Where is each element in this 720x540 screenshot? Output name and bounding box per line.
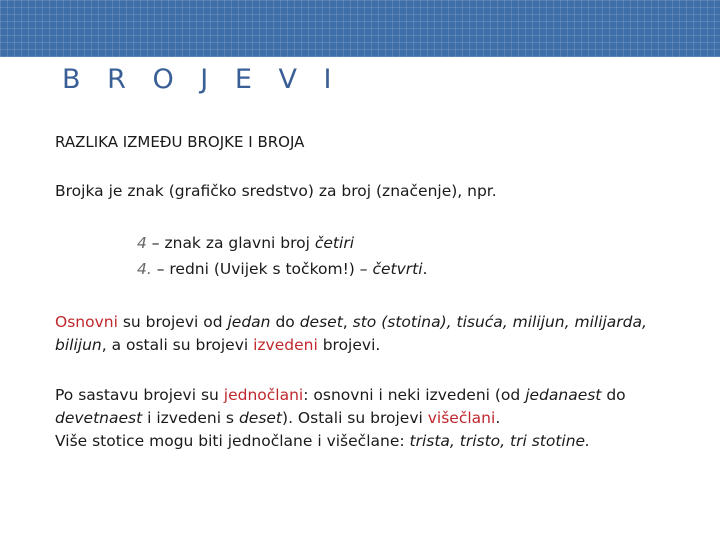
paragraph-basic-numbers xyxy=(55,311,695,357)
italic-span: jedan xyxy=(227,313,271,331)
paragraph-composition xyxy=(55,384,695,453)
term-izvedeni: izvedeni xyxy=(253,336,318,354)
example-text: – znak za glavni broj xyxy=(146,234,315,252)
term-viseclani: višečlani xyxy=(427,409,496,427)
italic-span: devetnaest xyxy=(55,409,143,427)
text-span: do xyxy=(270,313,300,331)
italic-span: sto (stotina), tisuća, milijun, milijarda, bilijun xyxy=(55,313,647,354)
italic-span: trista, tristo, tri stotine. xyxy=(409,432,591,450)
header-band xyxy=(0,0,720,57)
example-cardinal xyxy=(137,232,720,255)
italic-span: jedanaest xyxy=(525,386,602,404)
term-osnovni: Osnovni xyxy=(55,313,118,331)
text-span: ). Ostali su brojevi xyxy=(282,409,428,427)
text-span: i izvedeni s xyxy=(142,409,239,427)
example-text: – redni (Uvijek s točkom!) – xyxy=(151,260,373,278)
text-span: : osnovni i neki izvedeni (od xyxy=(303,386,526,404)
example-ordinal xyxy=(137,258,720,281)
paragraph-definition: Brojka je znak (grafičko sredstvo) za broj (značenje), npr. xyxy=(55,182,497,200)
text-span: . xyxy=(495,409,501,427)
text-span: , a ostali su brojevi xyxy=(101,336,254,354)
italic-span: deset xyxy=(238,409,283,427)
text-span: Po sastavu brojevi su xyxy=(55,386,224,404)
term-jednoclani: jednočlani xyxy=(223,386,304,404)
section-subtitle: RAZLIKA IZMEĐU BROJKE I BROJA xyxy=(55,133,305,151)
text-span: su brojevi od xyxy=(117,313,228,331)
example-digit: 4. xyxy=(137,260,152,278)
text-span: brojevi. xyxy=(317,336,381,354)
example-word: četvrti xyxy=(372,260,423,278)
italic-span: deset xyxy=(299,313,343,331)
example-digit: 4 xyxy=(137,234,147,252)
page-title: B R O J E V I xyxy=(62,64,341,95)
text-span: , xyxy=(342,313,353,331)
example-word: četiri xyxy=(314,234,354,252)
example-end: . xyxy=(422,260,428,278)
text-span: Više stotice mogu biti jednočlane i višečlane: xyxy=(55,432,410,450)
text-span: do xyxy=(601,386,626,404)
